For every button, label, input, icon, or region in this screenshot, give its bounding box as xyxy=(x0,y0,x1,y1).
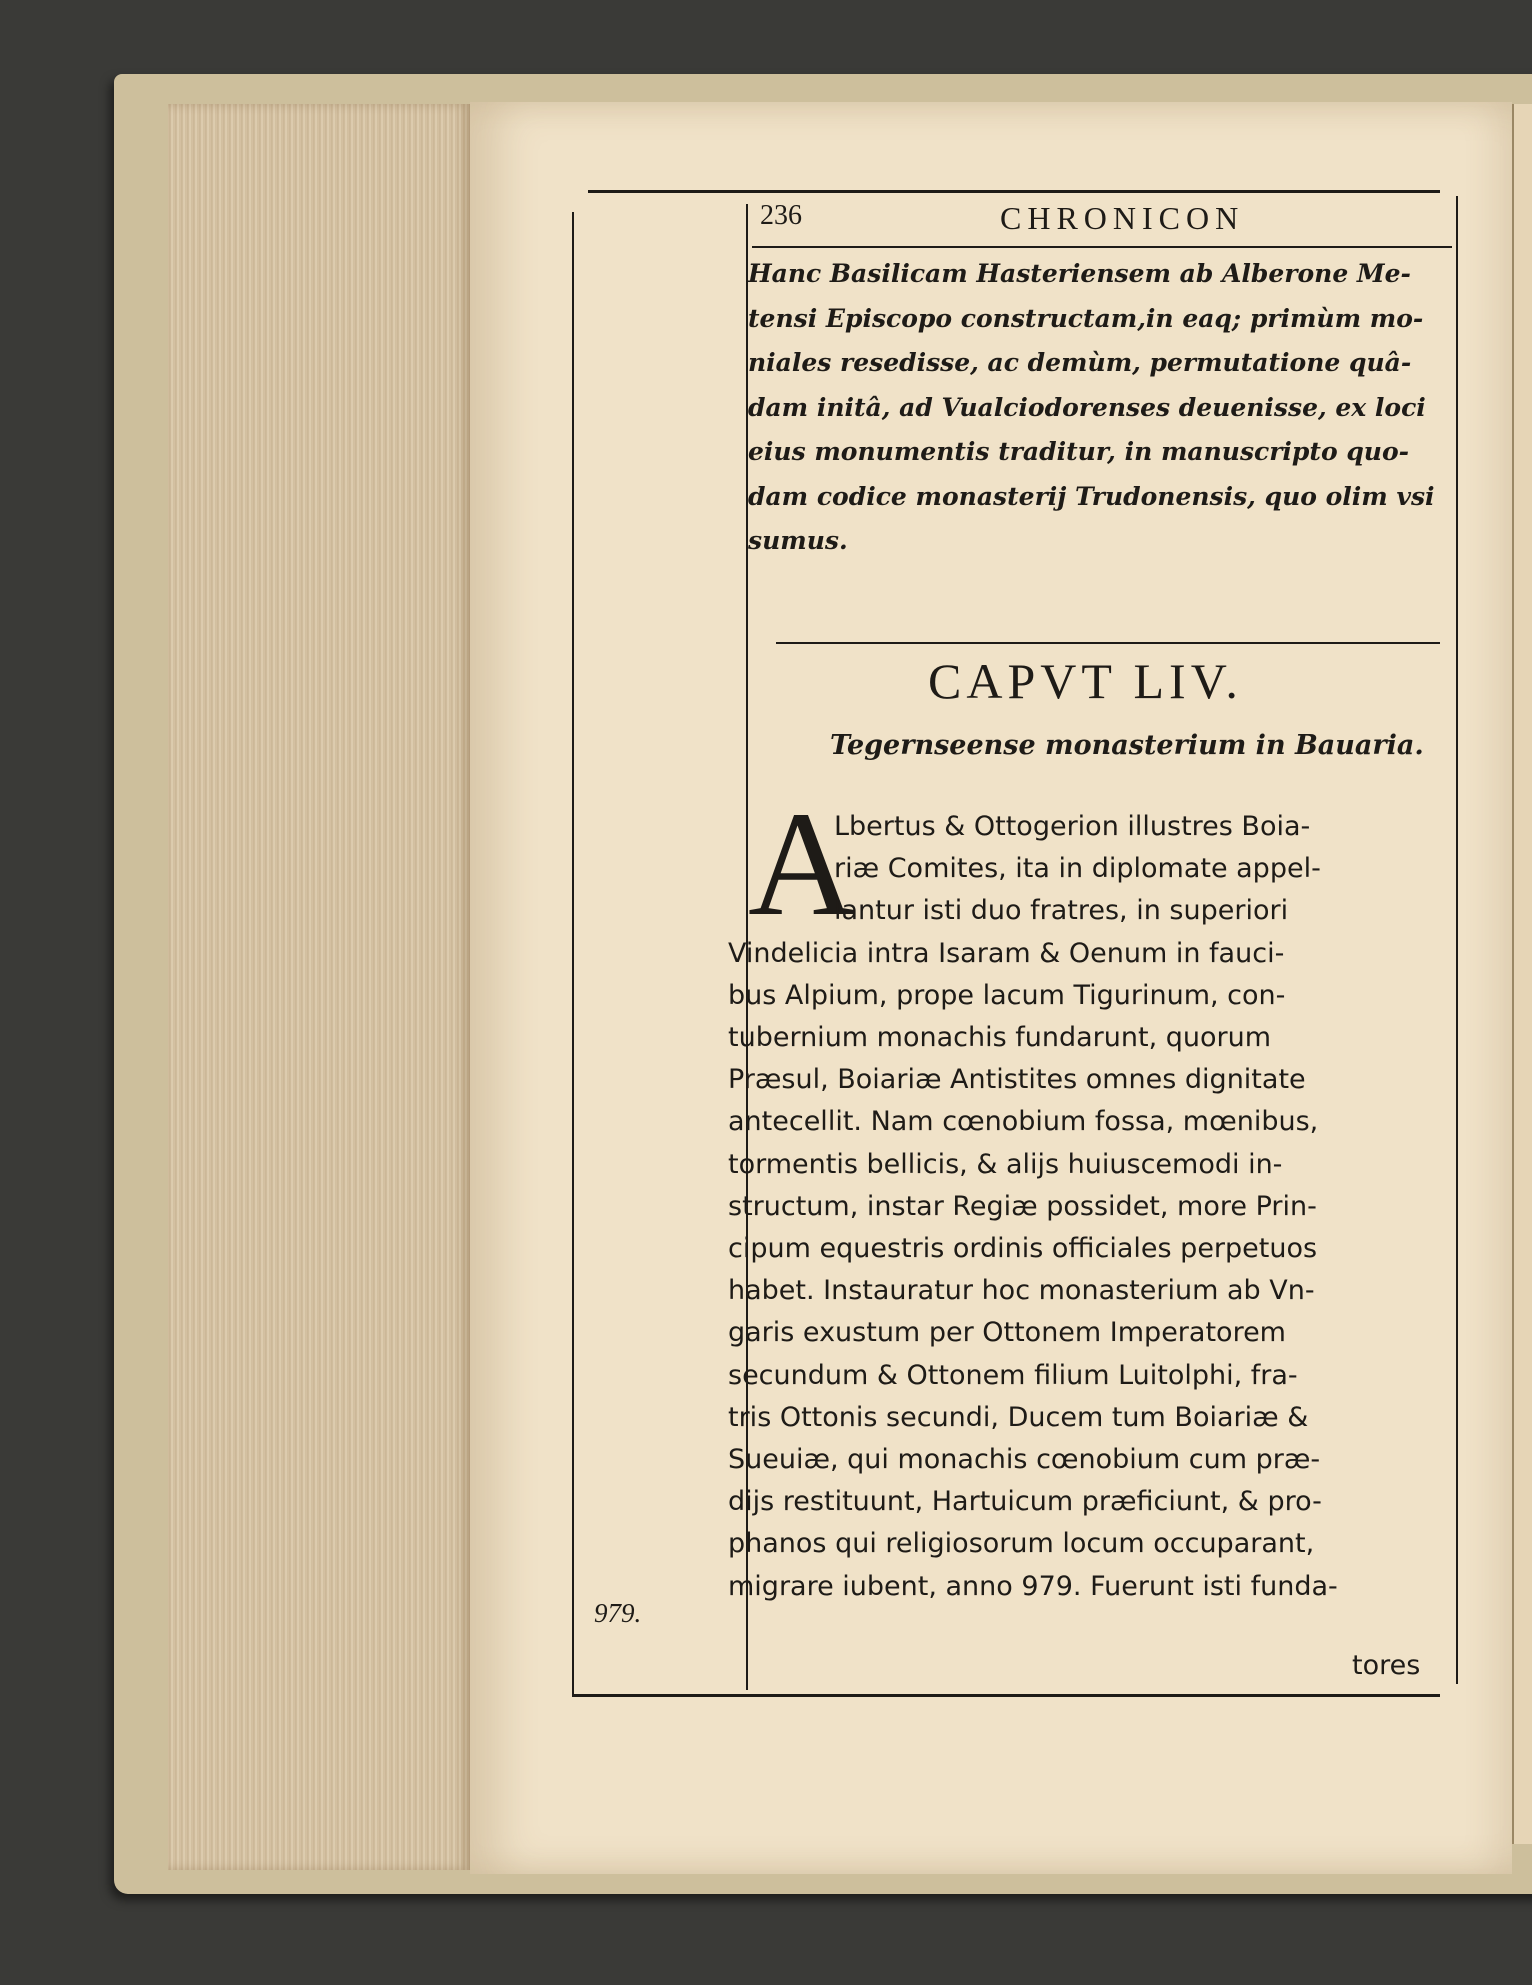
body-line: tubernium monachis fundarunt, quorum xyxy=(728,1022,1272,1054)
body-line: Vindelicia intra Isaram & Oenum in fauci- xyxy=(728,937,1285,969)
top-rule xyxy=(588,190,1440,193)
body-line: dijs restituunt, Hartuicum præficiunt, & pro- xyxy=(728,1486,1322,1518)
italic-line: dam initâ, ad Vualciodorenses deuenisse, ex loci xyxy=(748,392,1426,422)
chapter-subtitle: Tegernseense monasterium in Bauaria. xyxy=(830,730,1424,761)
bottom-rule xyxy=(572,1694,1440,1697)
section-divider xyxy=(776,642,1440,644)
italic-line: eius monumentis traditur, in manuscripto quo- xyxy=(748,437,1410,466)
page-edges xyxy=(168,104,470,1870)
italic-line: niales resedisse, ac demùm, permutatione quâ- xyxy=(748,348,1412,377)
italic-line: Hanc Basilicam Hasteriensem ab Alberone Me- xyxy=(748,259,1411,288)
body-line: tris Ottonis secundi, Ducem tum Boiariæ & xyxy=(728,1401,1309,1433)
italic-paragraph xyxy=(748,252,1460,564)
facing-page-edge xyxy=(1512,104,1532,1844)
body-line: Sueuiæ, qui monachis cœnobium cum præ- xyxy=(728,1444,1321,1476)
body-line: phanos qui religiosorum locum occuparant, xyxy=(728,1528,1315,1560)
italic-line: tensi Episcopo constructam,in eaq; primùm mo- xyxy=(748,303,1424,333)
italic-line: sumus. xyxy=(748,526,848,555)
catchword: tores xyxy=(1352,1650,1421,1681)
left-frame-rule xyxy=(572,212,574,1696)
page-number: 236 xyxy=(760,200,802,231)
body-text xyxy=(728,781,1458,1608)
body-line: tormentis bellicis, & alijs huiuscemodi in- xyxy=(728,1148,1283,1180)
body-line: cipum equestris ordinis officiales perpetuos xyxy=(728,1233,1318,1265)
body-line: Præsul, Boiariæ Antistites omnes dignitate xyxy=(728,1064,1306,1096)
body-line: secundum & Ottonem filium Luitolphi, fra- xyxy=(728,1359,1298,1391)
italic-line: dam codice monasterij Trudonensis, quo olim vsi xyxy=(748,481,1435,511)
body-line: riæ Comites, ita in diplomate appel- xyxy=(834,853,1321,885)
chapter-heading: CAPVT LIV. xyxy=(928,653,1243,709)
body-line: antecellit. Nam cœnobium fossa, mœnibus, xyxy=(728,1106,1319,1138)
body-line: migrare iubent, anno 979. Fuerunt isti funda- xyxy=(728,1570,1338,1602)
body-line: lantur isti duo fratres, in superiori xyxy=(834,895,1289,927)
marginal-note: 979. xyxy=(594,1598,642,1628)
body-line: habet. Instauratur hoc monasterium ab Vn- xyxy=(728,1275,1315,1307)
body-line: structum, instar Regiæ possidet, more Prin- xyxy=(728,1190,1317,1222)
running-header xyxy=(760,200,1440,240)
body-line: Lbertus & Ottogerion illustres Boia- xyxy=(834,811,1311,842)
body-line: bus Alpium, prope lacum Tigurinum, con- xyxy=(728,979,1286,1011)
drop-cap: A xyxy=(748,781,857,947)
running-title: CHRONICON xyxy=(1000,200,1245,236)
header-rule xyxy=(752,246,1452,248)
body-line: garis exustum per Ottonem Imperatorem xyxy=(728,1317,1286,1349)
